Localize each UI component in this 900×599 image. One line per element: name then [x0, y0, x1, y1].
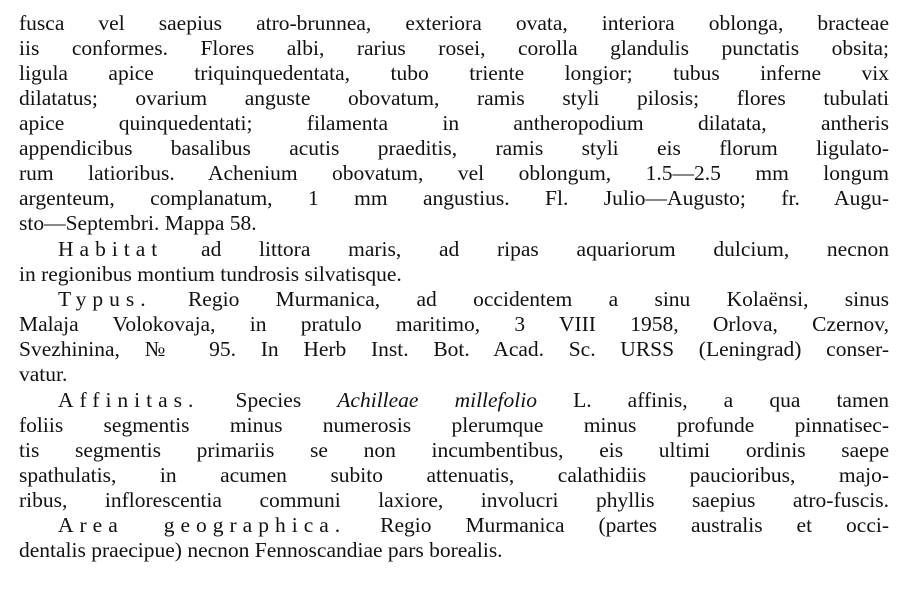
text-span: Species — [199, 388, 338, 412]
section-label-habitat: Habitat — [58, 237, 164, 261]
text-line: spathulatis, in acumen subito attenuatis, calathidiis paucioribus, majo- — [19, 463, 889, 487]
text-line: tis segmentis primariis se non incumbentibus, eis ultimi ordinis saepe — [19, 438, 889, 462]
text-span: Regio Murmanica, ad occidentem a sinu Kolaënsi, sinus — [151, 287, 889, 311]
text-span: L. affinis, a qua tamen — [536, 388, 889, 412]
affinitas-line — [58, 389, 889, 412]
text-line: Malaja Volokovaja, in pratulo maritimo, 3 VIII 1958, Orlova, Czernov, — [19, 312, 889, 336]
text-line: rum latioribus. Achenium obovatum, vel oblongum, 1.5—2.5 mm longum — [19, 161, 889, 185]
text-line: dilatatus; ovarium anguste obovatum, ramis styli pilosis; flores tubulati — [19, 86, 889, 110]
habitat-line — [58, 238, 889, 261]
species-name: Achilleae millefolio — [337, 388, 537, 412]
section-label-area: Area geographica. — [58, 513, 347, 537]
typus-line — [58, 288, 889, 311]
text-span: ad littora maris, ad ripas aquariorum dulcium, necnon — [163, 237, 889, 261]
text-line: argenteum, complanatum, 1 mm angustius. Fl. Julio—Augusto; fr. Augu- — [19, 186, 889, 210]
text-line: ligula apice triquinquedentata, tubo triente longior; tubus inferne vix — [19, 61, 889, 85]
text-line: fusca vel saepius atro-brunnea, exteriora ovata, interiora oblonga, bracteae — [19, 11, 889, 35]
text-span: Regio Murmanica (partes australis et occi- — [346, 513, 890, 537]
text-line: in regionibus montium tundrosis silvatisque. — [19, 262, 402, 286]
section-label-affinitas: Affinitas. — [58, 388, 200, 412]
text-line: apice quinquedentati; filamenta in antheropodium dilatata, antheris — [19, 111, 889, 135]
text-line: ribus, inflorescentia communi laxiore, involucri phyllis saepius atro-fuscis. — [19, 488, 889, 512]
text-line: sto—Septembri. Mappa 58. — [19, 211, 257, 235]
text-line: appendicibus basalibus acutis praeditis, ramis styli eis florum ligulato- — [19, 136, 889, 160]
text-line: vatur. — [19, 362, 68, 386]
text-line: foliis segmentis minus numerosis plerumque minus profunde pinnatisec- — [19, 413, 889, 437]
area-line — [58, 514, 889, 537]
text-line: dentalis praecipue) necnon Fennoscandiae pars borealis. — [19, 538, 503, 562]
text-line: Svezhinina, № 95. In Herb Inst. Bot. Acad. Sc. URSS (Leningrad) conser- — [19, 337, 889, 361]
text-line: iis conformes. Flores albi, rarius rosei, corolla glandulis punctatis obsita; — [19, 36, 889, 60]
section-label-typus: Typus. — [58, 287, 152, 311]
